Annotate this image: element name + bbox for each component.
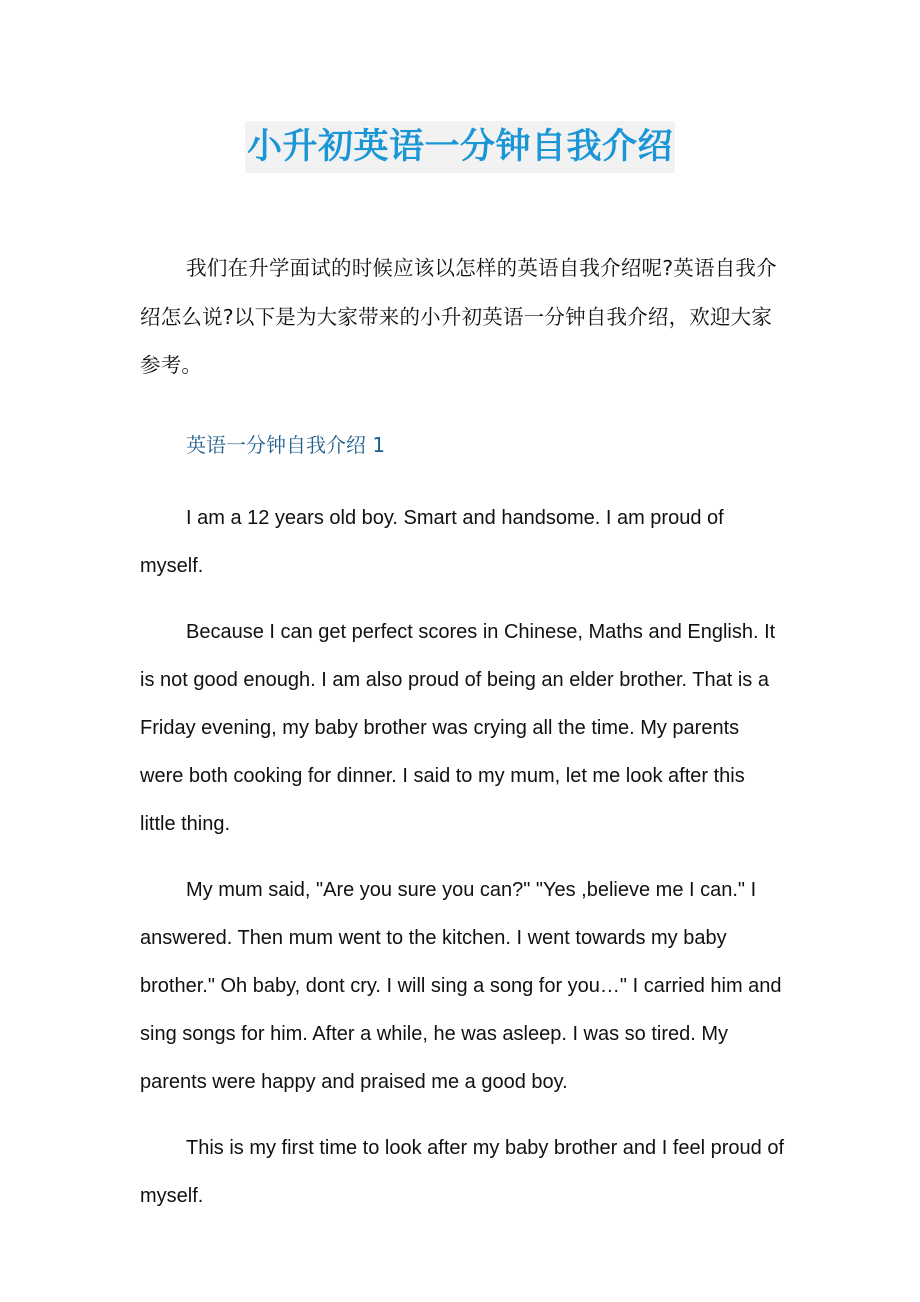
intro-paragraph: 我们在升学面试的时候应该以怎样的英语自我介绍呢?英语自我介绍怎么说?以下是为大家带来的小升初英语一分钟自我介绍，欢迎大家参考。: [140, 256, 777, 377]
body-paragraph: This is my first time to look after my baby brother and I feel proud of myself.: [140, 1136, 785, 1207]
page-title: 小升初英语一分钟自我介绍: [245, 121, 675, 173]
section-heading: 英语一分钟自我介绍 1: [186, 432, 386, 457]
body-paragraph: Because I can get perfect scores in Chinese, Maths and English. It is not good enough. I am also proud of being an elder brother. That is a Friday evening, my baby brother was crying all the time. My parents were both cooking for dinner. I said to my mum, let me look after this little thing.: [140, 620, 776, 835]
body-paragraph: I am a 12 years old boy. Smart and handsome. I am proud of myself.: [140, 506, 724, 577]
document-body: [140, 244, 785, 1220]
body-paragraph: My mum said, "Are you sure you can?" "Yes ,believe me I can." I answered. Then mum went to the kitchen. I went towards my baby brother." Oh baby, dont cry. I will sing a song for you…" I carried him and sing songs for him. After a while, he was asleep. I was so tired. My parents were happy and praised me a good boy.: [140, 878, 782, 1093]
title-container: [0, 121, 920, 173]
